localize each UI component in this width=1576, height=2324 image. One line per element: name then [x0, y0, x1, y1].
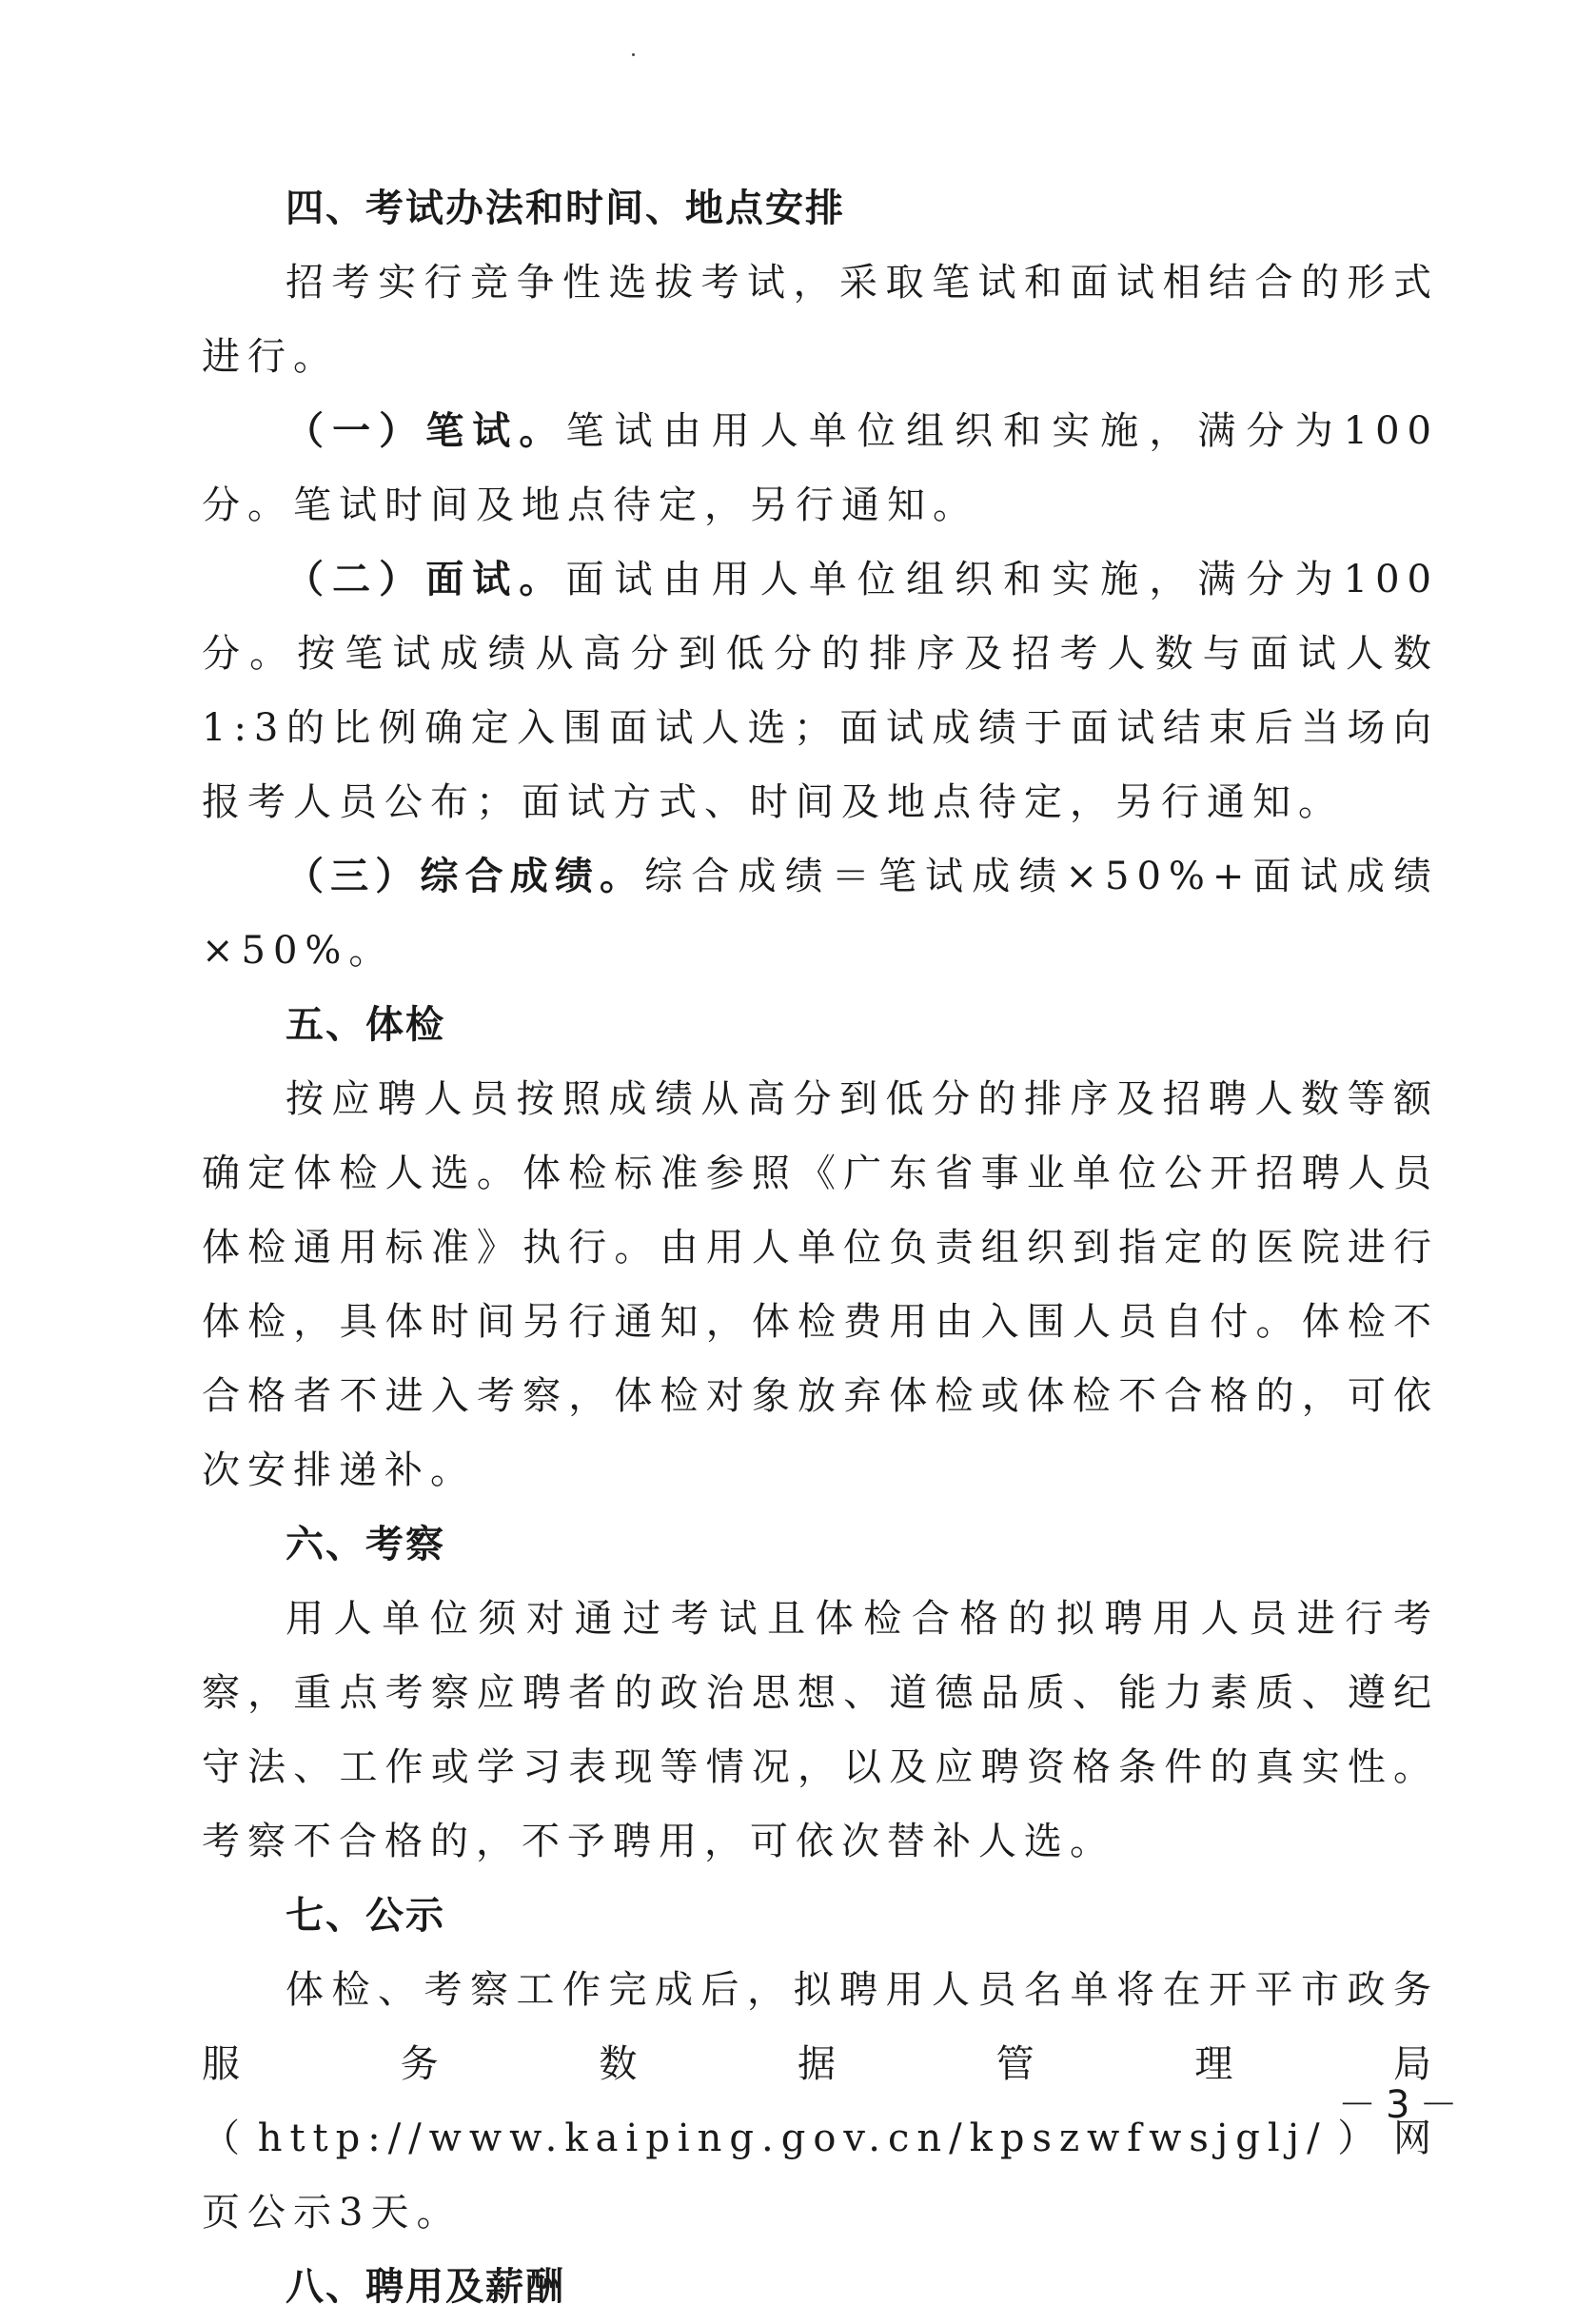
interview-text: 面试由用人单位组织和实施，满分为100分。按笔试成绩从高分到低分的排序及招考人数与面试人数1:3的比例确定入围面试人选；面试成绩于面试结束后当场向报考人员公布；面试方式、时间及地点待定，另行通知。 [202, 558, 1439, 824]
medical-exam-paragraph: 按应聘人员按照成绩从高分到低分的排序及招聘人数等额确定体检人选。体检标准参照《广东省事业单位公开招聘人员体检通用标准》执行。由用人单位负责组织到指定的医院进行体检，具体时间另行通知，体检费用由入围人员自付。体检不合格者不进入考察，体检对象放弃体检或体检不合格的，可依次安排递补。 [202, 1077, 1439, 1492]
document-body [202, 171, 1439, 2324]
interview-paragraph [202, 542, 1439, 839]
section-heading-employment-salary: 八、聘用及薪酬 [286, 2265, 565, 2309]
section-heading-publicity: 七、公示 [286, 1894, 445, 1938]
scan-speck [632, 53, 635, 56]
section-heading-inspection: 六、考察 [286, 1523, 445, 1566]
interview-lead: （二）面试。 [286, 558, 566, 601]
written-exam-paragraph [202, 394, 1439, 542]
written-exam-text: 笔试由用人单位组织和实施，满分为100分。笔试时间及地点待定，另行通知。 [202, 409, 1439, 527]
section-heading-exam-arrangement: 四、考试办法和时间、地点安排 [286, 187, 845, 230]
section-heading-medical-exam: 五、体检 [286, 1003, 445, 1047]
page-number: －3－ [1338, 2083, 1468, 2127]
inspection-paragraph: 用人单位须对通过考试且体检合格的拟聘用人员进行考察，重点考察应聘者的政治思想、道德品质、能力素质、遵纪守法、工作或学习表现等情况，以及应聘资格条件的真实性。考察不合格的，不予聘用，可依次替补人选。 [202, 1597, 1439, 1863]
publicity-paragraph: 体检、考察工作完成后，拟聘用人员名单将在开平市政务服务数据管理局（http://www.kaiping.gov.cn/kpszwfwsjglj/）网页公示3天。 [202, 1968, 1439, 2235]
composite-score-lead: （三）综合成绩。 [286, 855, 645, 898]
composite-score-text: 综合成绩＝笔试成绩×50%+面试成绩×50%。 [202, 855, 1440, 973]
composite-score-paragraph [202, 839, 1439, 988]
exam-intro-paragraph: 招考实行竞争性选拔考试，采取笔试和面试相结合的形式进行。 [202, 261, 1439, 379]
written-exam-lead: （一）笔试。 [286, 409, 566, 453]
